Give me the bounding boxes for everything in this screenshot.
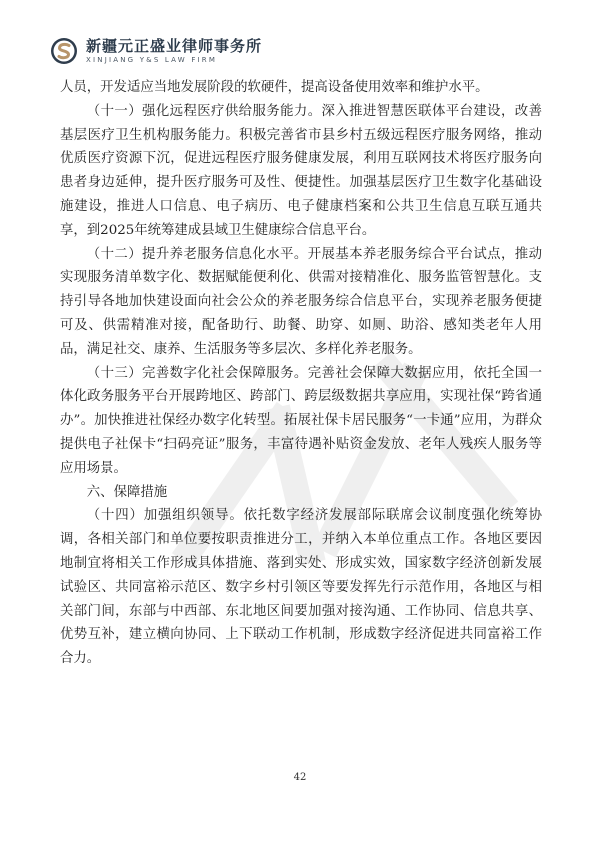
paragraph-item-12: （十二）提升养老服务信息化水平。开展基本养老服务综合平台试点，推动实现服务清单数字化、数据赋能便利化、供需对接精准化、服务监管智慧化。支持引导各地加快建设面向社会公众的养老服务综合信息平台，实现养老服务便捷可及、供需精准对接，配备助行、助餐、助穿、如厕、助浴、感知类老年人用品，满足社交、康养、生活服务等多层次、多样化养老服务。 <box>60 246 542 357</box>
paragraph-continued: 人员，开发适应当地发展阶段的软硬件，提高设备使用效率和维护水平。 <box>60 80 489 95</box>
section-heading: 六、保障措施 <box>86 484 168 500</box>
firm-name <box>86 38 262 65</box>
page-number: 42 <box>293 772 307 783</box>
firm-logo-icon <box>50 37 78 65</box>
paragraph-item-13: （十三）完善数字化社会保障服务。完善社会保障大数据应用，依托全国一体化政务服务平台开展跨地区、跨部门、跨层级数据共享应用，实现社保“跨省通办”。加快推进社保经办数字化转型。拓展社保卡居民服务“一卡通”应用，为群众提供电子社保卡“扫码亮证”服务，丰富待遇补贴资金发放、老年人残疾人服务等应用场景。 <box>60 365 542 476</box>
firm-name-en: XINJIANG Y&S LAW FIRM <box>86 55 218 64</box>
firm-name-cn: 新疆元正盛业律师事务所 <box>86 36 263 55</box>
paragraph-item-14: （十四）加强组织领导。依托数字经济发展部际联席会议制度强化统筹协调，各相关部门和单位要按职责推进分工，并纳入本单位重点工作。各地区要因地制宜将相关工作形成具体措施、落到实处、形成实效，国家数字经济创新发展试验区、共同富裕示范区、数字乡村引领区等要发挥先行示范作用，各地区与相关部门间，东部与中西部、东北地区间要加强对接沟通、工作协同、信息共享、优势互补，建立横向协同、上下联动工作机制，形成数字经济促进共同富裕工作合力。 <box>60 508 542 667</box>
page-header <box>50 34 262 68</box>
paragraph-item-11: （十一）强化远程医疗供给服务能力。深入推进智慧医联体平台建设，改善基层医疗卫生机构服务能力。积极完善省市县乡村五级远程医疗服务网络，推动优质医疗资源下沉，促进远程医疗服务健康发展，利用互联网技术将医疗服务向患者身边延伸，提升医疗服务可及性、便捷性。加强基层医疗卫生数字化基础设施建设，推进人口信息、电子病历、电子健康档案和公共卫生信息互联互通共享，到2025年统筹建成县域卫生健康综合信息平台。 <box>60 103 542 238</box>
document-body <box>60 76 542 671</box>
